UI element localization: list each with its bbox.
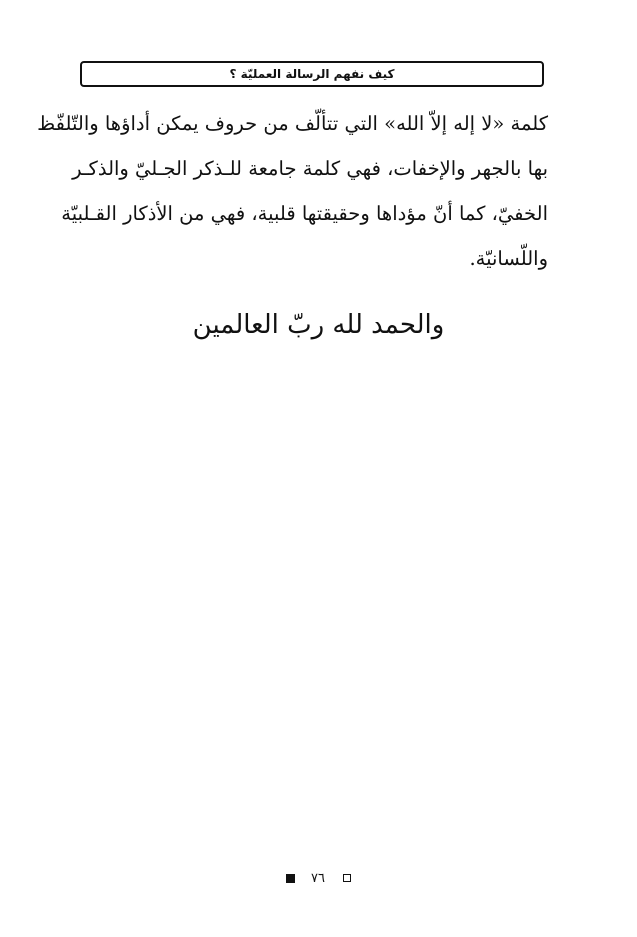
body-line: كلمة «لا إله إلاّ الله» التي تتألّف من حروف يمكن أداؤها والتّلفّظ: [37, 112, 548, 135]
body-paragraph: [37, 101, 548, 281]
running-header-title: كيف نفهم الرسالة العمليّة ؟: [229, 67, 395, 81]
running-header: [80, 61, 544, 87]
empty-square-icon: [343, 874, 351, 882]
page-number: ٧٦: [311, 870, 325, 886]
page-footer: [0, 868, 637, 888]
body-line: الخفيّ، كما أنّ مؤداها وحقيقتها قلبية، فهي من الأذكار القـلبيّة: [61, 202, 548, 225]
body-line: بها بالجهر والإخفات، فهي كلمة جامعة للـذكر الجـليّ والذكـر: [72, 157, 548, 180]
filled-square-icon: [286, 874, 295, 883]
closing-praise: والحمد لله ربّ العالمين: [192, 310, 445, 340]
body-line: واللّسانيّة.: [469, 247, 548, 270]
